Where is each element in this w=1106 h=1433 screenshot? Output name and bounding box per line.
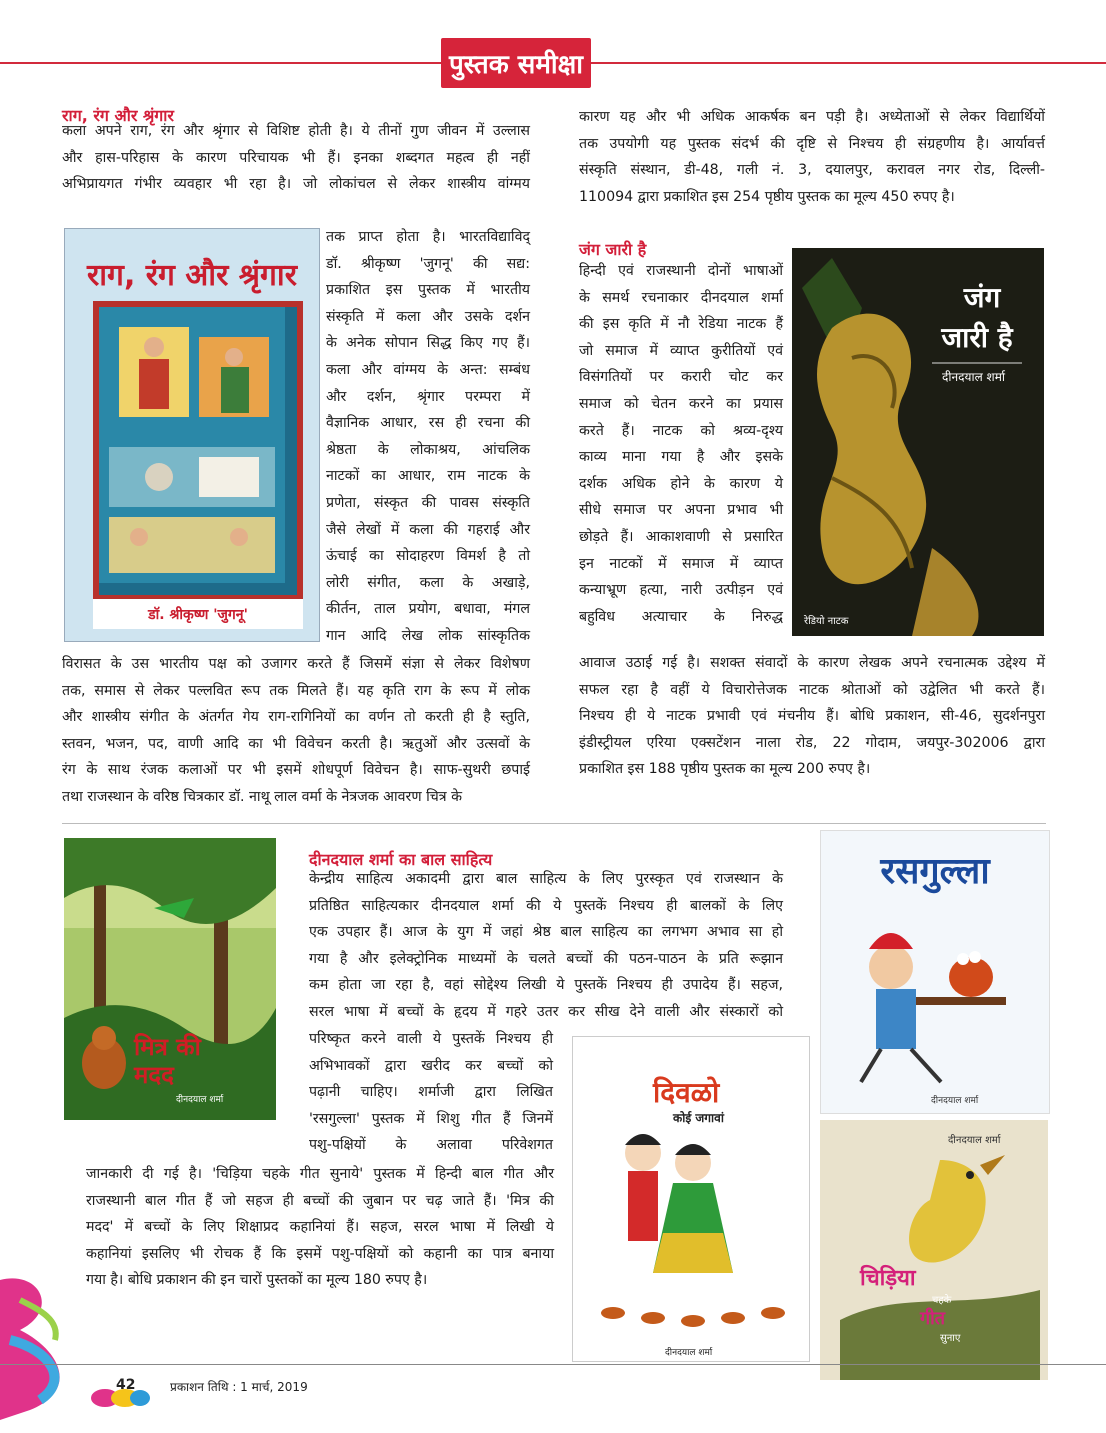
cover-title-line4: सुनाए xyxy=(940,1333,961,1344)
cover-art xyxy=(821,887,1049,1087)
text-line: दर्शक अधिक होने के कारण ये xyxy=(579,475,783,492)
article-raag-side xyxy=(326,224,530,650)
text-line: इन नाटकों में समाज में व्याप्त xyxy=(579,555,783,572)
text-line: तथा राजस्थान के वरिष्ठ चित्रकार डॉ. नाथू लाल वर्मा के नेत्रजक आवरण चित्र के xyxy=(62,788,463,805)
article-jang-bottom xyxy=(579,650,1045,783)
section-divider xyxy=(62,823,1046,824)
text-line: तक प्राप्त होता है। भारतविद्याविद् xyxy=(326,229,530,245)
cover-title: रसगुल्ला xyxy=(880,851,990,892)
cover-title-line1: जंग xyxy=(963,281,1001,314)
article-baal-bottom xyxy=(86,1161,554,1294)
text-line: गान आदि लेख लोक सांस्कृतिक xyxy=(326,627,530,644)
text-line: गया है। बोधि प्रकाशन की इन चारों पुस्तकों का मूल्य 180 रुपए है। xyxy=(86,1272,428,1289)
text-line: पशु-पक्षियों के अलावा परिवेशगत xyxy=(309,1137,553,1154)
cover-title-line1: दिवळो xyxy=(653,1076,720,1109)
text-line: प्रकाशित इस पुस्तक में भारतीय xyxy=(326,282,530,299)
cover-title-line1: मित्र की xyxy=(134,1033,201,1061)
text-line: तक, समास से लेकर पल्लवित रूप तक मिलते हैं। यह कृति राग के रूप में लोक xyxy=(62,682,530,699)
cover-title-line2: कोई जगावां xyxy=(673,1111,724,1125)
cover-art xyxy=(820,1120,1048,1380)
text-line: श्रेष्ठता के लोकाश्रय, आंचलिक xyxy=(326,441,530,458)
cover-painting xyxy=(93,301,303,601)
text-line: कला अपने राग, रंग और श्रृंगार से विशिष्ट होती है। ये तीनों गुण जीवन में उल्लास xyxy=(62,123,530,139)
text-line: रंग के साथ रंजक कलाओं पर भी इसमें शोधपूर्ण विवेचन है। साफ-सुथरी छपाई xyxy=(62,762,530,779)
article-raag-continued xyxy=(579,104,1045,210)
article-baal-top xyxy=(309,866,783,1026)
text-line: कन्याभ्रूण हत्या, नारी उत्पीड़न एवं xyxy=(579,582,783,599)
text-line: तक उपयोगी यह पुस्तक संदर्भ की दृष्टि से निश्चय ही संग्रहणीय है। आर्यावर्त्त xyxy=(579,135,1045,152)
page-number: 42 xyxy=(116,1377,136,1393)
text-line: कारण यह और भी अधिक आकर्षक बन पड़ी है। अध्येताओं से लेकर विद्यार्थियों xyxy=(579,109,1045,125)
article-jang-side xyxy=(579,258,783,630)
text-line: प्रणेता, संस्कृत की पावस संस्कृति xyxy=(326,494,530,511)
text-line: विरासत के उस भारतीय पक्ष को उजागर करते हैं जिसमें संज्ञा से लेकर विशेषण xyxy=(62,656,530,672)
text-line: परिष्कृत करने वाली ये पुस्तकें निश्चय ही xyxy=(309,1031,553,1047)
text-line: वैज्ञानिक आधार, रस ही रचना की xyxy=(326,415,530,432)
text-line: अभिप्रायगत गंभीर व्यवहार भी रहा है। जो लोकांचल से लेकर शास्त्रीय वांग्मय xyxy=(62,176,530,193)
text-line: ऊंचाई का सोदाहरण विमर्श है तो xyxy=(326,548,530,565)
cover-author: दीनदयाल शर्मा xyxy=(948,1135,1001,1146)
section-title: पुस्तक समीक्षा xyxy=(441,38,591,88)
text-line: जानकारी दी गई है। 'चिड़िया चहके गीत सुनाये' पुस्तक में हिन्दी बाल गीत और xyxy=(86,1166,554,1182)
cover-title-line3: गीत xyxy=(920,1308,946,1329)
text-line: गया है और इलेक्ट्रोनिक माध्यमों के चलते बच्चों की पठन-पाठन के प्रति रूझान xyxy=(309,950,783,967)
text-line: इंडीस्ट्रीयल एरिया एक्सटेंशन नाला रोड, 22 गोदाम, जयपुर-302006 द्वारा xyxy=(579,734,1045,751)
text-line: और दर्शन, श्रृंगार परम्परा में xyxy=(326,388,530,405)
text-line: अभिभावकों द्वारा खरीद कर बच्चों को xyxy=(309,1057,553,1074)
cover-title-line2: मदद xyxy=(134,1061,174,1089)
text-line: संस्कृति में कला और उसके दर्शन xyxy=(326,308,530,325)
cover-title-line1: चिड़िया xyxy=(860,1266,916,1291)
text-line: 110094 द्वारा प्रकाशित इस 254 पृष्ठीय पुस्तक का मूल्य 450 रुपए है। xyxy=(579,188,955,205)
publication-date: प्रकाशन तिथि : 1 मार्च, 2019 xyxy=(170,1380,308,1394)
cover-tag: रेडियो नाटक xyxy=(804,616,849,627)
text-line: नाटकों का आधार, राम नाटक के xyxy=(326,468,530,485)
text-line: कहानियां इसलिए भी रोचक हैं कि इसमें पशु-पक्षियों को कहानी का पात्र बनाया xyxy=(86,1245,554,1262)
cover-title: राग, रंग और श्रृंगार xyxy=(87,258,297,293)
text-line: छोड़ते हैं। आकाशवाणी से प्रसारित xyxy=(579,528,783,545)
cover-chidiya-chahke-geet xyxy=(820,1120,1048,1380)
text-line: और हास-परिहास के कारण परिचायक भी हैं। इनका शब्दगत महत्व ही नहीं xyxy=(62,149,530,166)
cover-rasgulla xyxy=(820,830,1050,1114)
text-line: हिन्दी एवं राजस्थानी दोनों भाषाओं xyxy=(579,263,783,279)
cover-author: दीनदयाल शर्मा xyxy=(931,1096,979,1106)
article-raag-bottom xyxy=(62,651,530,811)
text-line: और शास्त्रीय संगीत के अंतर्गत गेय राग-रागिनियों का वर्णन तो करती ही है स्तुति, xyxy=(62,709,530,726)
painting-illustration xyxy=(99,307,285,583)
text-line: कीर्तन, ताल प्रयोग, बधावा, मंगल xyxy=(326,601,530,618)
text-line: जैसे लेखों में कला की गहराई और xyxy=(326,521,530,538)
footer-rule xyxy=(0,1364,1106,1365)
text-line: राजस्थानी बाल गीत हैं जो सहज ही बच्चों की जुबान पर चढ़ जाते हैं। 'मित्र की xyxy=(86,1192,554,1209)
text-line: करते हैं। नाटक को श्रव्य-दृश्य xyxy=(579,422,783,439)
article-heading-jang: जंग जारी है xyxy=(579,240,647,259)
text-line: 'रसगुल्ला' पुस्तक में शिशु गीत हैं जिनमें xyxy=(309,1110,553,1127)
cover-mitra-ki-madad xyxy=(64,838,276,1120)
text-line: कला और वांग्मय के अन्त: सम्बंध xyxy=(326,361,530,378)
text-line: पढ़ानी चाहिए। शर्माजी द्वारा लिखित xyxy=(309,1084,553,1101)
text-line: विसंगतियों पर करारी चोट कर xyxy=(579,369,783,386)
article-heading-raag: राग, रंग और श्रृंगार xyxy=(62,106,174,125)
text-line: डॉ. श्रीकृष्ण 'जुगनू' की सद्य: xyxy=(326,255,530,272)
text-line: प्रकाशित इस 188 पृष्ठीय पुस्तक का मूल्य 200 रुपए है। xyxy=(579,761,871,778)
text-line: कम होता जा रहा है, वहां सोद्देश्य लिखी ये पुस्तकें निश्चय ही उपादेय हैं। सहज, xyxy=(309,977,783,994)
text-line: लोरी संगीत, कला के अखाड़े, xyxy=(326,574,530,591)
text-line: केन्द्रीय साहित्य अकादमी द्वारा बाल साहित्य के लिए पुरस्कृत एवं राजस्थान के xyxy=(309,871,783,887)
text-line: संस्कृति संस्थान, डी-48, गली नं. 3, दयालपुर, करावल नगर रोड, दिल्ली- xyxy=(579,162,1045,179)
article-baal-mid xyxy=(309,1026,553,1159)
text-line: सफल रहा है वहीं ये विचारोत्तेजक नाटक श्रोताओं को उद्वेलित भी करते हैं। xyxy=(579,681,1045,698)
article-raag-intro xyxy=(62,118,530,198)
cover-author: डॉ. श्रीकृष्ण 'जुगनू' xyxy=(93,599,303,629)
text-line: के समर्थ रचनाकार दीनदयाल शर्मा xyxy=(579,289,783,306)
article-heading-baal-sahitya: दीनदयाल शर्मा का बाल साहित्य xyxy=(309,850,493,869)
text-line: प्रतिष्ठित साहित्यकार दीनदयाल शर्मा की ये पुस्तकें निश्चय ही बालकों के लिए xyxy=(309,897,783,914)
cover-title-line2: जारी है xyxy=(941,321,1013,354)
cover-jang-jari-hai xyxy=(792,248,1044,636)
text-line: बहुविध अत्याचार के निरुद्ध xyxy=(579,608,783,625)
text-line: के अनेक सोपान सिद्ध किए गए हैं। xyxy=(326,335,530,352)
text-line: की इस कृति में नौ रेडिया नाटक हैं xyxy=(579,316,783,333)
text-line: स्तवन, भजन, पद, वाणी आदि का भी विवेचन करती है। ऋतुओं और उत्सवों के xyxy=(62,735,530,752)
text-line: मदद' में बच्चों के लिए शिक्षाप्रद कहानियां हैं। सहज, सरल भाषा में लिखी ये xyxy=(86,1219,554,1236)
cover-author: दीनदयाल शर्मा xyxy=(665,1348,713,1358)
cover-author: दीनदयाल शर्मा xyxy=(176,1095,224,1105)
cover-art xyxy=(573,1123,809,1343)
text-line: निश्चय ही ये नाटक प्रभावी एवं मंचनीय हैं। बोधि प्रकाशन, सी-46, सुदर्शनपुरा xyxy=(579,708,1045,725)
text-line: आवाज उठाई गई है। सशक्त संवादों के कारण लेखक अपने रचनात्मक उद्देश्य में xyxy=(579,655,1045,671)
text-line: काव्य माना गया है और इसके xyxy=(579,449,783,466)
cover-diwalo xyxy=(572,1036,810,1362)
cover-raag-rang-shringar xyxy=(64,228,320,642)
cover-title-line2: चहके xyxy=(932,1295,952,1306)
text-line: समाज को चेतन करने का प्रयास xyxy=(579,395,783,412)
cover-author: दीनदयाल शर्मा xyxy=(942,370,1005,384)
text-line: एक उपहार हैं। आज के युग में जहां श्रेष्ठ बाल साहित्य का लगभग अभाव सा हो xyxy=(309,924,783,941)
text-line: जो समाज में व्याप्त कुरीतियों एवं xyxy=(579,342,783,359)
text-line: सीधे समाज पर अपना प्रभाव भी xyxy=(579,502,783,519)
text-line: सरल भाषा में बच्चों के हृदय में गहरे उतर कर सीख देने वाली और संस्कारों को xyxy=(309,1003,783,1020)
